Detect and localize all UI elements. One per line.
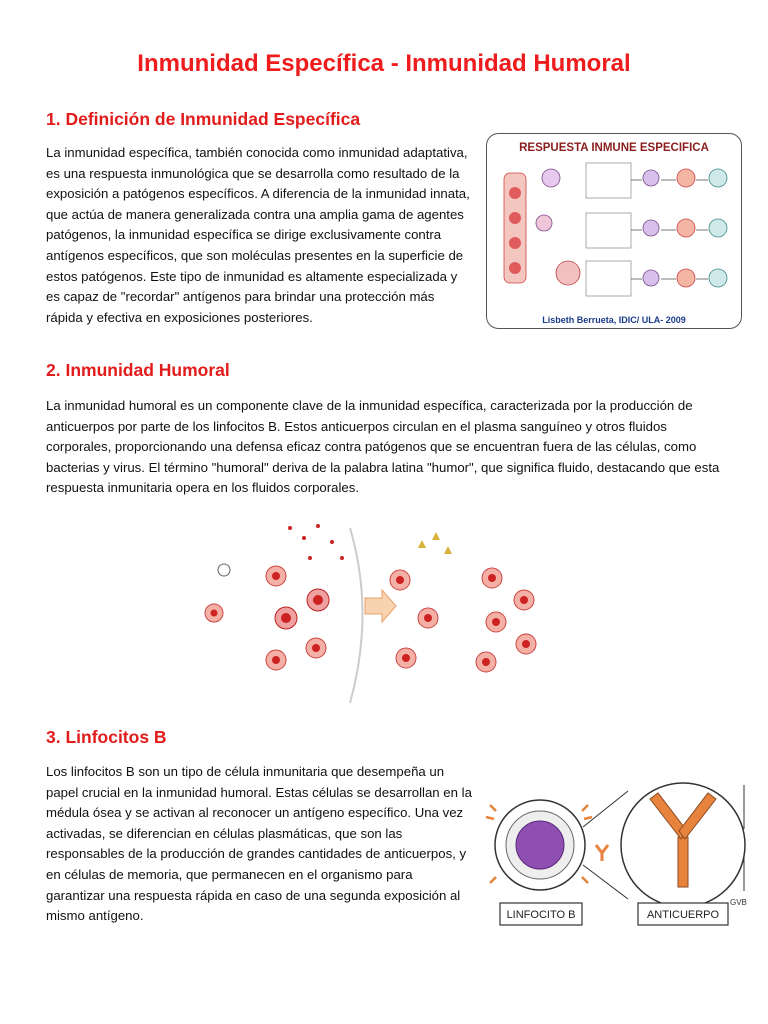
antibody-illustration <box>621 783 745 907</box>
lymphocyte-illustration <box>486 800 592 890</box>
antibody-triangles <box>418 532 452 554</box>
membrane-divider <box>350 528 363 703</box>
label-linfocito-b: LINFOCITO B <box>506 909 576 921</box>
left-cell-cluster <box>205 564 329 670</box>
section-text-linfocitos: Los linfocitos B son un tipo de célula inmunitaria que desempeña un papel crucial en la inmunidad humoral. Estas células se desarrollan en la médula ósea y se activan al reconocer un antígeno específico. Una vez activadas, se diferencian en células plasmáticas, que son las responsables de la producción de grandes cantidades de anticuerpos, y en células de memoria, que permanecen en el organismo para garantizar una respuesta rápida en caso de una segunda exposición al mismo antígeno. <box>46 764 472 924</box>
page-title: Inmunidad Específica - Inmunidad Humoral <box>137 50 631 77</box>
section-heading-definicion: 1. Definición de Inmunidad Específica <box>46 109 361 129</box>
section-heading-humoral: 2. Inmunidad Humoral <box>46 360 230 380</box>
right-cell-cluster <box>390 568 536 672</box>
section-heading-linfocitos: 3. Linfocitos B <box>46 727 167 747</box>
figure-humoral-response <box>200 518 558 708</box>
figure1-title: RESPUESTA INMUNE ESPECIFICA <box>519 142 709 154</box>
blood-vessel-illustration <box>504 173 526 283</box>
small-antibody-icon <box>596 845 608 861</box>
figure-respuesta-inmune <box>486 133 742 329</box>
section-text-humoral: La inmunidad humoral es un componente clave de la inmunidad específica, caracterizada por la producción de anticuerpos por parte de los linfocitos B. Estos anticuerpos circulan en el plasma sanguíneo y otros fluidos corporales, proporcionando una defensa eficaz contra patógenos que se encuentran fuera de las células, como bacterias y virus. El término "humoral" deriva de la palabra latina "humor", que significa fluido, destacando que esta respuesta inmunitaria opera en los fluidos corporales. <box>46 398 720 496</box>
artist-signature: GVB <box>730 898 747 907</box>
section-text-definicion: La inmunidad específica, también conocida como inmunidad adaptativa, es una respuesta inmunológica que se desarrolla como resultado de la exposición a patógenos específicos. A diferencia de la inmunidad innata, que actúa de manera generalizada contra una amplia gama de agentes patógenos, la inmunidad específica se dirige exclusivamente contra antígenos específicos, que son moléculas presentes en la superficie de estos patógenos. Este tipo de inmunidad es altamente especializada y es capaz de "recordar" antígenos para brindar una protección más rápida y efectiva en exposiciones posteriores. <box>46 145 470 325</box>
label-anticuerpo: ANTICUERPO <box>646 909 720 921</box>
figure-linfocito-anticuerpo <box>478 765 748 935</box>
antigen-particles <box>288 524 344 560</box>
figure1-credit: Lisbeth Berrueta, IDIC/ ULA- 2009 <box>542 315 686 325</box>
big-arrow-illustration <box>365 590 396 622</box>
